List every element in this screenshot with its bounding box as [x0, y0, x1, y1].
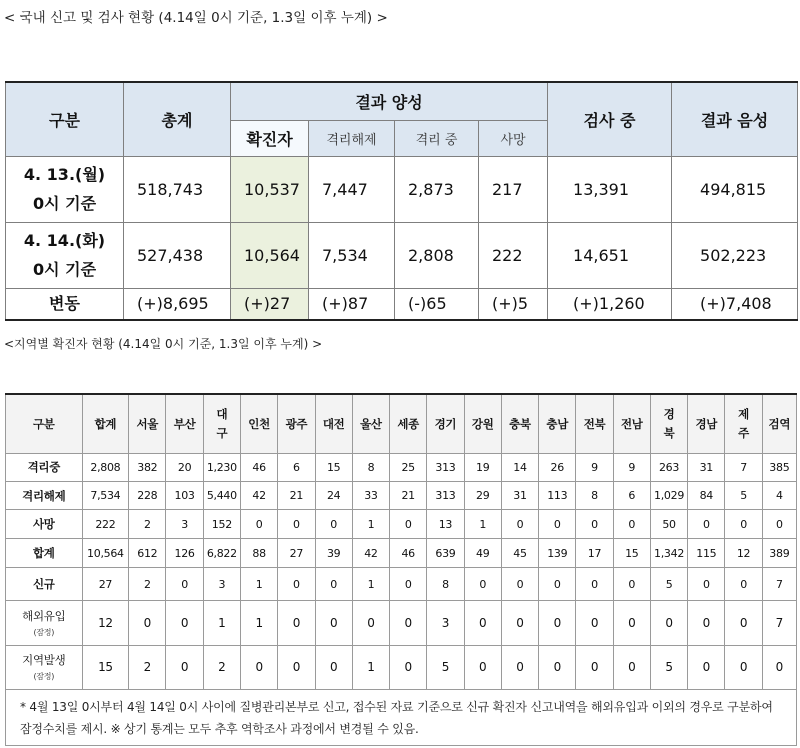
change-total: (+)8,695	[124, 288, 231, 320]
table1-caption: < 국내 신고 및 검사 현황 (4.14일 0시 기준, 1.3일 이후 누계) >	[4, 10, 388, 26]
table-cell: 49	[464, 538, 501, 568]
table-cell: 612	[129, 538, 166, 568]
row-label-text: 신규	[32, 577, 55, 592]
change-isolated: (-)65	[395, 288, 479, 320]
row-label	[6, 568, 83, 601]
change-confirmed: (+)27	[231, 288, 309, 320]
table-cell: 0	[539, 568, 576, 601]
table-cell: 0	[501, 601, 538, 645]
table-cell: 0	[725, 510, 762, 538]
table-cell: 0	[539, 645, 576, 689]
table-cell: 8	[427, 568, 464, 601]
cell-total: 527,438	[124, 222, 231, 288]
table-cell: 46	[240, 453, 277, 481]
table-cell: 0	[762, 645, 796, 689]
table-cell: 0	[240, 645, 277, 689]
table-cell: 0	[688, 645, 725, 689]
row-label-text: 격리중	[27, 460, 61, 475]
table-cell: 0	[539, 601, 576, 645]
table-cell: 21	[390, 482, 427, 510]
header-testing: 검사 중	[548, 82, 672, 156]
cell-negative: 494,815	[672, 156, 798, 222]
change-death: (+)5	[479, 288, 548, 320]
table-cell: 29	[464, 482, 501, 510]
header-confirmed: 확진자	[231, 120, 309, 156]
header-region: 울산	[352, 394, 389, 453]
header-region: 대전	[315, 394, 352, 453]
table-cell: 12	[725, 538, 762, 568]
table-cell: 31	[501, 482, 538, 510]
table-cell: 0	[725, 645, 762, 689]
table-cell: 15	[82, 645, 129, 689]
row-label	[6, 156, 124, 222]
header-region: 대구	[203, 394, 240, 453]
table-cell: 0	[129, 601, 166, 645]
header-gubun: 구분	[6, 82, 124, 156]
table-cell: 45	[501, 538, 538, 568]
table-cell: 0	[278, 568, 315, 601]
table-cell: 0	[278, 601, 315, 645]
header-released: 격리해제	[309, 120, 395, 156]
table-cell: 0	[240, 510, 277, 538]
table-cell: 0	[576, 510, 613, 538]
table-cell: 0	[166, 601, 203, 645]
cell-isolated: 2,808	[395, 222, 479, 288]
table-cell: 0	[613, 568, 650, 601]
footnote-line1: * 4월 13일 0시부터 4월 14일 0시 사이에 질병관리본부로 신고, 접수된 자료 기준으로 신규 확진자 신고내역을 해외유입과 이외의 경우로 구분하여	[20, 700, 773, 714]
table-cell: 0	[725, 601, 762, 645]
header-positive: 결과 양성	[231, 82, 548, 120]
header-region: 부산	[166, 394, 203, 453]
table-cell: 0	[576, 601, 613, 645]
header-region: 경기	[427, 394, 464, 453]
table-cell: 382	[129, 453, 166, 481]
row-label-text: 사망	[32, 517, 55, 532]
table-cell: 0	[539, 510, 576, 538]
table-cell: 1	[464, 510, 501, 538]
table-cell: 7,534	[82, 482, 129, 510]
table-cell: 0	[650, 601, 687, 645]
table-cell: 88	[240, 538, 277, 568]
cell-released: 7,447	[309, 156, 395, 222]
table-cell: 3	[203, 568, 240, 601]
table-cell: 21	[278, 482, 315, 510]
table-cell: 0	[762, 510, 796, 538]
table-cell: 115	[688, 538, 725, 568]
table2-caption: <지역별 확진자 현황 (4.14일 0시 기준, 1.3일 이후 누계) >	[4, 337, 323, 351]
table-cell: 313	[427, 482, 464, 510]
row-label-sub: (잠정)	[33, 672, 55, 682]
table-cell: 0	[501, 568, 538, 601]
row-label	[6, 222, 124, 288]
cell-confirmed: 10,537	[231, 156, 309, 222]
header-region: 경북	[650, 394, 687, 453]
table-cell: 31	[688, 453, 725, 481]
row-label	[6, 453, 83, 481]
header-negative: 결과 음성	[672, 82, 798, 156]
row-label-text: 지역발생	[22, 653, 66, 668]
table-cell: 152	[203, 510, 240, 538]
table-cell: 1	[203, 601, 240, 645]
table-cell: 46	[390, 538, 427, 568]
table-cell: 33	[352, 482, 389, 510]
table-row	[6, 222, 798, 288]
table-cell: 103	[166, 482, 203, 510]
row-label	[6, 645, 83, 689]
header-gubun: 구분	[6, 394, 83, 453]
table-cell: 9	[576, 453, 613, 481]
header-region: 충북	[501, 394, 538, 453]
table-cell: 8	[352, 453, 389, 481]
header-region: 충남	[539, 394, 576, 453]
change-label: 변동	[6, 288, 124, 320]
table-cell: 1	[352, 568, 389, 601]
table-cell: 26	[539, 453, 576, 481]
table-cell: 84	[688, 482, 725, 510]
header-total: 총계	[124, 82, 231, 156]
table-cell: 0	[613, 601, 650, 645]
row-label-text: 합계	[32, 546, 55, 561]
table-cell: 0	[576, 645, 613, 689]
table-cell: 3	[166, 510, 203, 538]
table-cell: 2	[129, 645, 166, 689]
header-region: 서울	[129, 394, 166, 453]
row-date: 4. 13.(월)	[23, 165, 106, 184]
table-cell: 0	[501, 510, 538, 538]
table-cell: 1	[240, 601, 277, 645]
table-cell: 14	[501, 453, 538, 481]
change-row	[6, 288, 798, 320]
cell-death: 222	[479, 222, 548, 288]
table-row	[6, 156, 798, 222]
table-cell: 5	[650, 645, 687, 689]
table-cell: 126	[166, 538, 203, 568]
cell-testing: 13,391	[548, 156, 672, 222]
table-cell: 2	[129, 568, 166, 601]
table-cell: 0	[278, 645, 315, 689]
header-region: 인천	[240, 394, 277, 453]
header-region: 경남	[688, 394, 725, 453]
table-cell: 5	[427, 645, 464, 689]
cell-total: 518,743	[124, 156, 231, 222]
table-cell: 15	[613, 538, 650, 568]
table-cell: 27	[278, 538, 315, 568]
table-cell: 2	[129, 510, 166, 538]
table-cell: 1,342	[650, 538, 687, 568]
header-region: 전남	[613, 394, 650, 453]
table-cell: 7	[725, 453, 762, 481]
table-cell: 7	[762, 601, 796, 645]
table-cell: 0	[315, 601, 352, 645]
header-region: 강원	[464, 394, 501, 453]
header-total: 합계	[82, 394, 129, 453]
table-cell: 1	[352, 645, 389, 689]
table-cell: 5	[650, 568, 687, 601]
row-date: 4. 14.(화)	[23, 231, 106, 250]
table-cell: 25	[390, 453, 427, 481]
table-cell: 0	[688, 510, 725, 538]
table-row	[6, 482, 797, 510]
table-cell: 2,808	[82, 453, 129, 481]
table-row	[6, 645, 797, 689]
table-cell: 1,029	[650, 482, 687, 510]
table-cell: 7	[762, 568, 796, 601]
table-cell: 389	[762, 538, 796, 568]
header-region: 세종	[390, 394, 427, 453]
table-cell: 8	[576, 482, 613, 510]
row-label-text: 격리해제	[22, 488, 66, 503]
table-cell: 1,230	[203, 453, 240, 481]
footnote-line2: 잠정수치를 제시. ※ 상기 통계는 모두 추후 역학조사 과정에서 변경될 수 있음.	[20, 722, 419, 736]
cell-released: 7,534	[309, 222, 395, 288]
table-cell: 4	[762, 482, 796, 510]
table-cell: 0	[576, 568, 613, 601]
table-cell: 0	[688, 568, 725, 601]
table-cell: 0	[166, 568, 203, 601]
header-isolated: 격리 중	[395, 120, 479, 156]
change-released: (+)87	[309, 288, 395, 320]
row-label	[6, 538, 83, 568]
table-cell: 0	[315, 645, 352, 689]
table-cell: 20	[166, 453, 203, 481]
cell-death: 217	[479, 156, 548, 222]
table-cell: 12	[82, 601, 129, 645]
table-cell: 1	[240, 568, 277, 601]
header-row	[6, 394, 797, 453]
table-cell: 15	[315, 453, 352, 481]
table-cell: 24	[315, 482, 352, 510]
table-cell: 0	[315, 510, 352, 538]
cell-testing: 14,651	[548, 222, 672, 288]
change-testing: (+)1,260	[548, 288, 672, 320]
table-cell: 3	[427, 601, 464, 645]
table-cell: 0	[464, 601, 501, 645]
table-cell: 0	[390, 510, 427, 538]
table-cell: 0	[688, 601, 725, 645]
table-row	[6, 453, 797, 481]
table-cell: 139	[539, 538, 576, 568]
cell-negative: 502,223	[672, 222, 798, 288]
change-negative: (+)7,408	[672, 288, 798, 320]
table-cell: 1	[352, 510, 389, 538]
row-time: 0시 기준	[32, 194, 97, 213]
table-cell: 42	[240, 482, 277, 510]
table-cell: 0	[613, 645, 650, 689]
table-cell: 639	[427, 538, 464, 568]
table-cell: 313	[427, 453, 464, 481]
table-cell: 0	[352, 601, 389, 645]
row-time: 0시 기준	[32, 260, 97, 279]
row-label	[6, 601, 83, 645]
table-cell: 113	[539, 482, 576, 510]
table-cell: 6	[613, 482, 650, 510]
header-death: 사망	[479, 120, 548, 156]
table-cell: 5	[725, 482, 762, 510]
cell-confirmed: 10,564	[231, 222, 309, 288]
table-row	[6, 510, 797, 538]
table-cell: 0	[613, 510, 650, 538]
table-row	[6, 538, 797, 568]
table-cell: 0	[390, 601, 427, 645]
table-cell: 0	[725, 568, 762, 601]
table-cell: 228	[129, 482, 166, 510]
table-cell: 0	[166, 645, 203, 689]
cell-isolated: 2,873	[395, 156, 479, 222]
table-cell: 0	[501, 645, 538, 689]
table-cell: 9	[613, 453, 650, 481]
header-region: 전북	[576, 394, 613, 453]
table-cell: 0	[278, 510, 315, 538]
table-cell: 39	[315, 538, 352, 568]
row-label	[6, 510, 83, 538]
table-cell: 2	[203, 645, 240, 689]
table-cell: 27	[82, 568, 129, 601]
table-cell: 0	[464, 645, 501, 689]
table-cell: 10,564	[82, 538, 129, 568]
table-cell: 19	[464, 453, 501, 481]
row-label	[6, 482, 83, 510]
table-cell: 0	[390, 568, 427, 601]
row-label-text: 해외유입	[22, 608, 66, 623]
header-region: 광주	[278, 394, 315, 453]
table-cell: 42	[352, 538, 389, 568]
header-region: 검역	[762, 394, 796, 453]
table-cell: 6	[278, 453, 315, 481]
header-region: 제주	[725, 394, 762, 453]
national-testing-table	[5, 81, 798, 321]
table-cell: 0	[315, 568, 352, 601]
table-cell: 13	[427, 510, 464, 538]
regional-confirmed-table	[5, 393, 797, 690]
table-cell: 6,822	[203, 538, 240, 568]
table-cell: 17	[576, 538, 613, 568]
table-cell: 0	[390, 645, 427, 689]
table-cell: 50	[650, 510, 687, 538]
table-cell: 0	[464, 568, 501, 601]
table-cell: 222	[82, 510, 129, 538]
footnote	[5, 690, 797, 746]
row-label-sub: (잠정)	[33, 627, 55, 637]
table-cell: 385	[762, 453, 796, 481]
table-row	[6, 568, 797, 601]
table-cell: 5,440	[203, 482, 240, 510]
table-row	[6, 601, 797, 645]
table-cell: 263	[650, 453, 687, 481]
